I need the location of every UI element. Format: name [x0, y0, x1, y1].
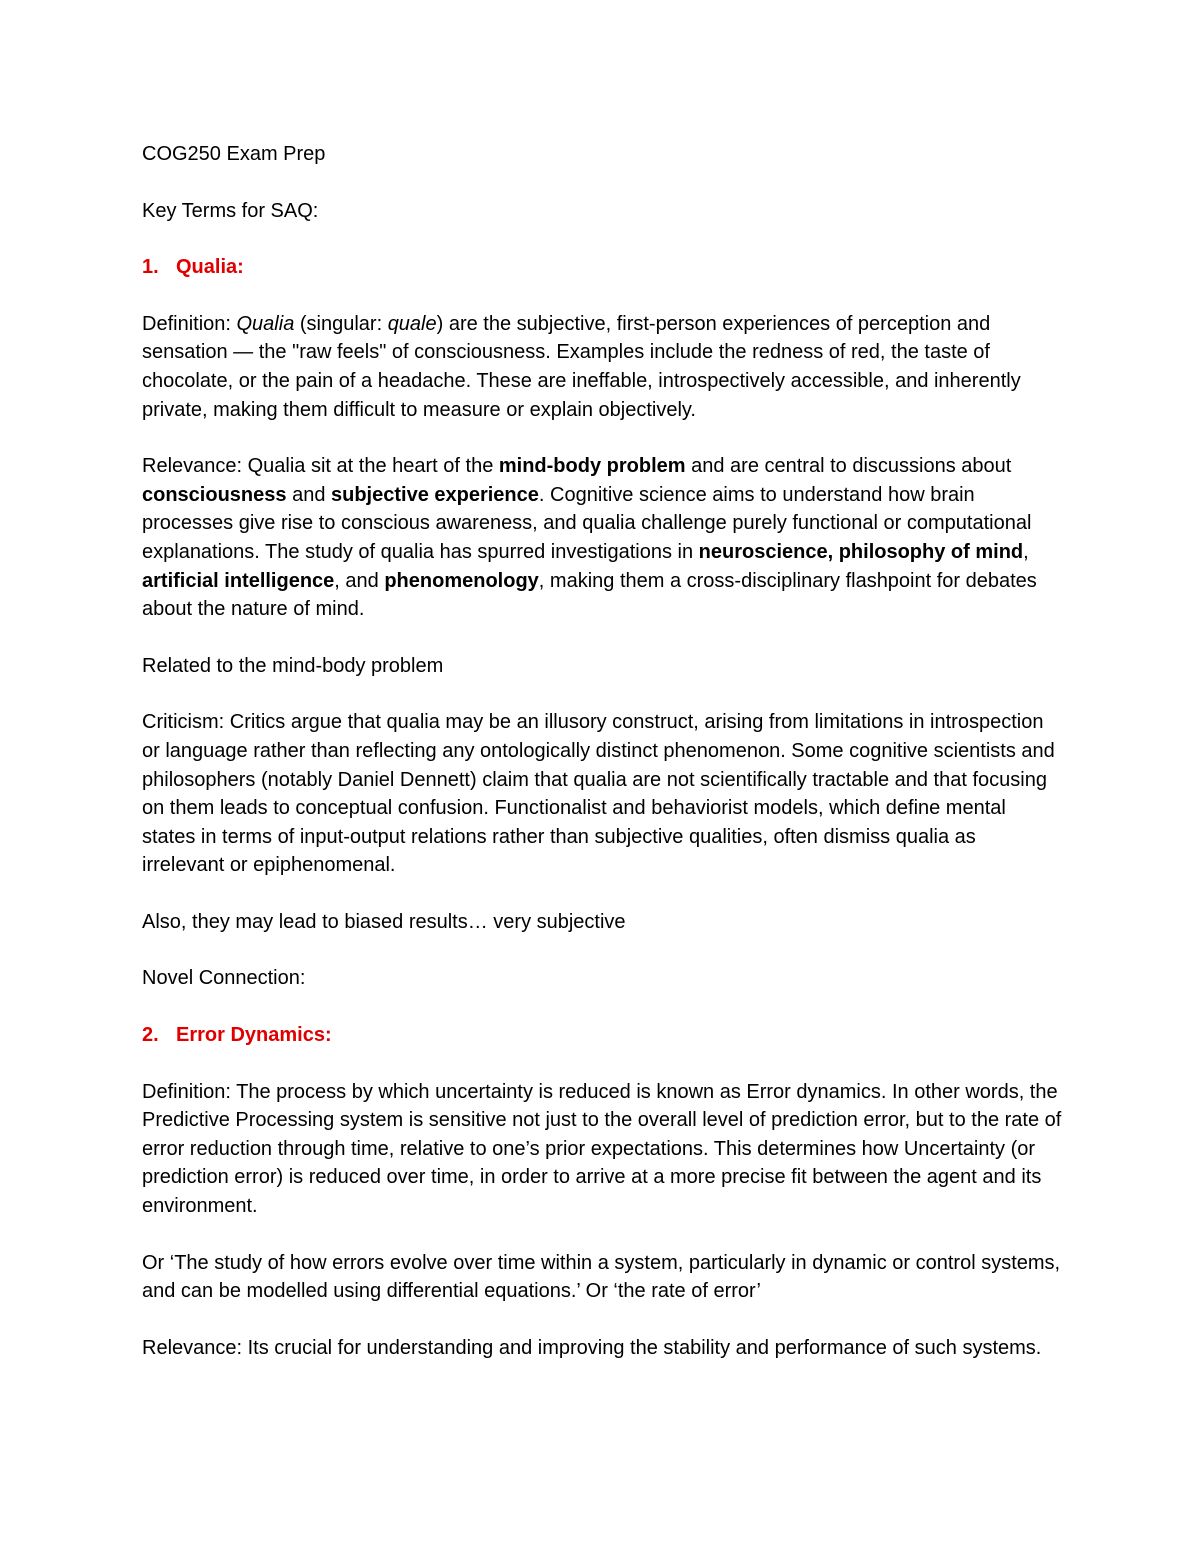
relevance-text-2: and are central to discussions about	[685, 455, 1012, 478]
relevance-bold-6: phenomenology	[384, 569, 539, 592]
error-dynamics-relevance: Relevance: Its crucial for understanding and improving the stability and performance of such systems.	[142, 1336, 1042, 1359]
section-heading-qualia	[142, 253, 1062, 282]
qualia-also-note: Also, they may lead to biased results… very subjective	[142, 910, 626, 933]
relevance-text-6: , and	[334, 569, 385, 592]
qualia-criticism: Criticism: Critics argue that qualia may be an illusory construct, arising from limitations in introspection or language rather than reflecting any ontologically distinct phenomenon. Some cognitive scientists and philosophers (notably Daniel Dennett) claim that qualia are not scientifically tractable and that focusing on them leads to conceptual confusion. Functionalist and behaviorist models, which define mental states in terms of input-output relations rather than subjective qualities, often dismiss qualia as irrelevant or epiphenomenal.	[142, 711, 1055, 877]
qualia-definition	[142, 310, 1062, 424]
qualia-relevance	[142, 452, 1062, 624]
definition-paren: (singular:	[294, 312, 388, 335]
relevance-text-1: Relevance: Qualia sit at the heart of the	[142, 455, 499, 478]
section-heading-error-dynamics	[142, 1021, 1062, 1050]
relevance-text-7: , making them a cross-disciplinary flashpoint for debates about the nature of mind.	[142, 569, 1037, 621]
section-number: 2.	[142, 1024, 159, 1047]
section-heading-label: Error Dynamics:	[176, 1024, 332, 1047]
relevance-text-3: and	[286, 483, 331, 506]
relevance-bold-3: subjective experience	[331, 483, 539, 506]
section-heading-label: Qualia:	[176, 256, 244, 279]
qualia-related-note: Related to the mind-body problem	[142, 654, 444, 677]
relevance-bold-2: consciousness	[142, 483, 287, 506]
term-qualia: Qualia	[236, 312, 295, 335]
error-dynamics-definition: Definition: The process by which uncertainty is reduced is known as Error dynamics. In other words, the Predictive Processing system is sensitive not just to the overall level of prediction error, but to the rate of error reduction through time, relative to one’s prior expectations. This determines how Uncertainty (or prediction error) is reduced over time, in order to arrive at a more precise fit between the agent and its environment.	[142, 1080, 1062, 1218]
qualia-novel-connection: Novel Connection:	[142, 967, 306, 990]
relevance-text-4: . Cognitive science aims to understand how brain processes give rise to conscious awareness, and qualia challenge purely functional or computational explanations. The study of qualia has spurred investigations in	[142, 483, 1032, 563]
definition-lead: Definition:	[142, 312, 237, 335]
document-subtitle: Key Terms for SAQ:	[142, 199, 319, 222]
relevance-bold-5: artificial intelligence	[142, 569, 335, 592]
error-dynamics-alternate: Or ‘The study of how errors evolve over time within a system, particularly in dynamic or control systems, and can be modelled using differential equations.’ Or ‘the rate of error’	[142, 1251, 1061, 1303]
document-page	[142, 140, 1062, 1390]
relevance-bold-4: neuroscience, philosophy of mind	[698, 540, 1024, 563]
term-quale: quale	[387, 312, 437, 335]
section-number: 1.	[142, 256, 159, 279]
relevance-text-5: ,	[1023, 540, 1029, 563]
definition-text: ) are the subjective, first-person experiences of perception and sensation — the "raw feels" of consciousness. Examples include the redness of red, the taste of chocolate, or the pain of a headache. These are ineffable, introspectively accessible, and inherently private, making them difficult to measure or explain objectively.	[142, 312, 1021, 421]
document-title: COG250 Exam Prep	[142, 143, 326, 165]
relevance-bold-1: mind-body problem	[498, 455, 686, 478]
